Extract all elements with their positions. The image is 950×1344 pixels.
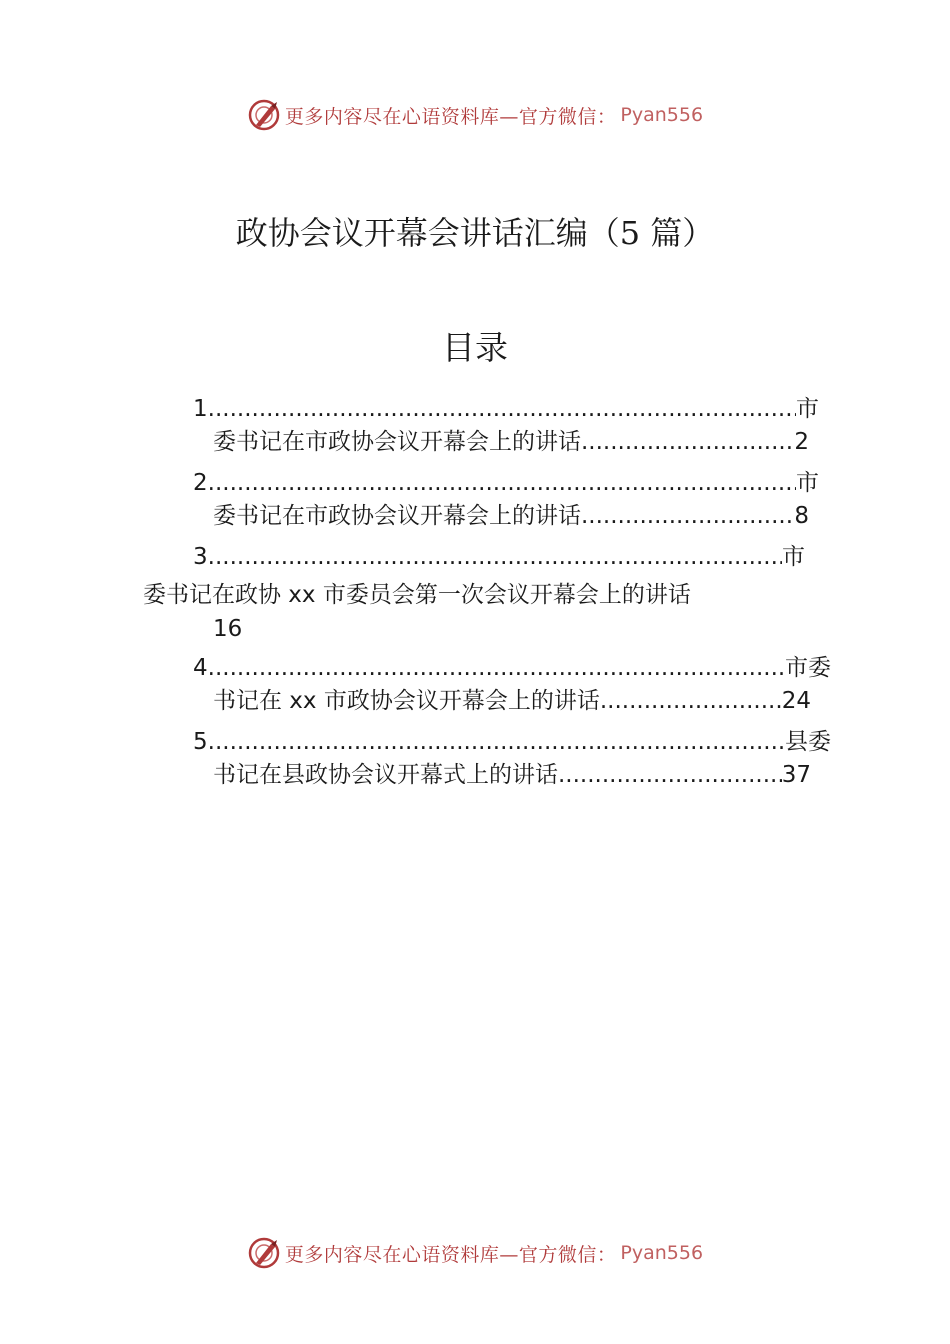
toc-entry-1-line2[interactable] xyxy=(213,427,809,457)
toc-entry-title: 委书记在市政协会议开幕会上的讲话 xyxy=(213,503,581,529)
toc-entry-1-line1[interactable] xyxy=(193,394,819,424)
toc-leader-dots xyxy=(581,427,794,457)
toc-entry-page: 37 xyxy=(781,762,811,788)
pen-nib-logo-icon xyxy=(247,1236,281,1270)
watermark-account: Pyan556 xyxy=(620,104,704,126)
toc-entry-title: 书记在 xx 市政协会议开幕会上的讲话 xyxy=(213,688,600,714)
toc-entry-title: 书记在县政协会议开幕式上的讲话 xyxy=(213,762,558,788)
watermark-account: Pyan556 xyxy=(620,1242,704,1264)
toc-entry-3-line2[interactable] xyxy=(143,580,823,610)
toc-leader-dots xyxy=(208,653,785,683)
toc-entry-title: 委书记在政协 xx 市委员会第一次会议开幕会上的讲话 xyxy=(143,582,691,608)
toc-leader-dots xyxy=(581,501,794,531)
toc-entry-2-line2[interactable] xyxy=(213,501,809,531)
toc-entry-4-line2[interactable] xyxy=(213,686,811,716)
toc-leader-dots xyxy=(208,727,785,757)
document-title: 政协会议开幕会讲话汇编（5 篇） xyxy=(235,214,715,252)
toc-entry-number: 3 xyxy=(193,544,208,570)
toc-entry-page: 2 xyxy=(794,429,809,455)
watermark-text: 更多内容尽在心语资料库—官方微信： xyxy=(284,105,617,128)
toc-entry-5-line1[interactable] xyxy=(193,727,831,757)
toc-entry-lead: 市 xyxy=(782,544,805,570)
toc-leader-dots xyxy=(208,468,796,498)
toc-entry-lead: 市 xyxy=(796,396,819,422)
toc-entry-2-line1[interactable] xyxy=(193,468,819,498)
toc-leader-dots xyxy=(208,542,782,572)
toc-entry-5-line2[interactable] xyxy=(213,760,811,790)
header-watermark xyxy=(0,95,950,135)
toc-entry-number: 5 xyxy=(193,729,208,755)
toc-entry-page: 24 xyxy=(781,688,811,714)
toc-leader-dots xyxy=(558,760,782,790)
footer-watermark xyxy=(0,1233,950,1273)
toc-leader-dots xyxy=(600,686,782,716)
pen-nib-logo-icon xyxy=(247,98,281,132)
watermark-text: 更多内容尽在心语资料库—官方微信： xyxy=(284,1243,617,1266)
toc-entry-lead: 市 xyxy=(796,470,819,496)
toc-entry-3-line3[interactable] xyxy=(213,614,333,644)
toc-entry-number: 1 xyxy=(193,396,208,422)
toc-entry-title: 委书记在市政协会议开幕会上的讲话 xyxy=(213,429,581,455)
toc-entry-page: 8 xyxy=(794,503,809,529)
toc-entry-4-line1[interactable] xyxy=(193,653,831,683)
toc-heading: 目录 xyxy=(442,328,508,367)
toc-entry-number: 2 xyxy=(193,470,208,496)
toc-entry-page: 16 xyxy=(213,616,243,642)
toc-entry-number: 4 xyxy=(193,655,208,681)
toc-leader-dots xyxy=(208,394,796,424)
toc-entry-lead: 市委 xyxy=(785,655,831,681)
toc-entry-3-line1[interactable] xyxy=(193,542,805,572)
toc-entry-lead: 县委 xyxy=(785,729,831,755)
